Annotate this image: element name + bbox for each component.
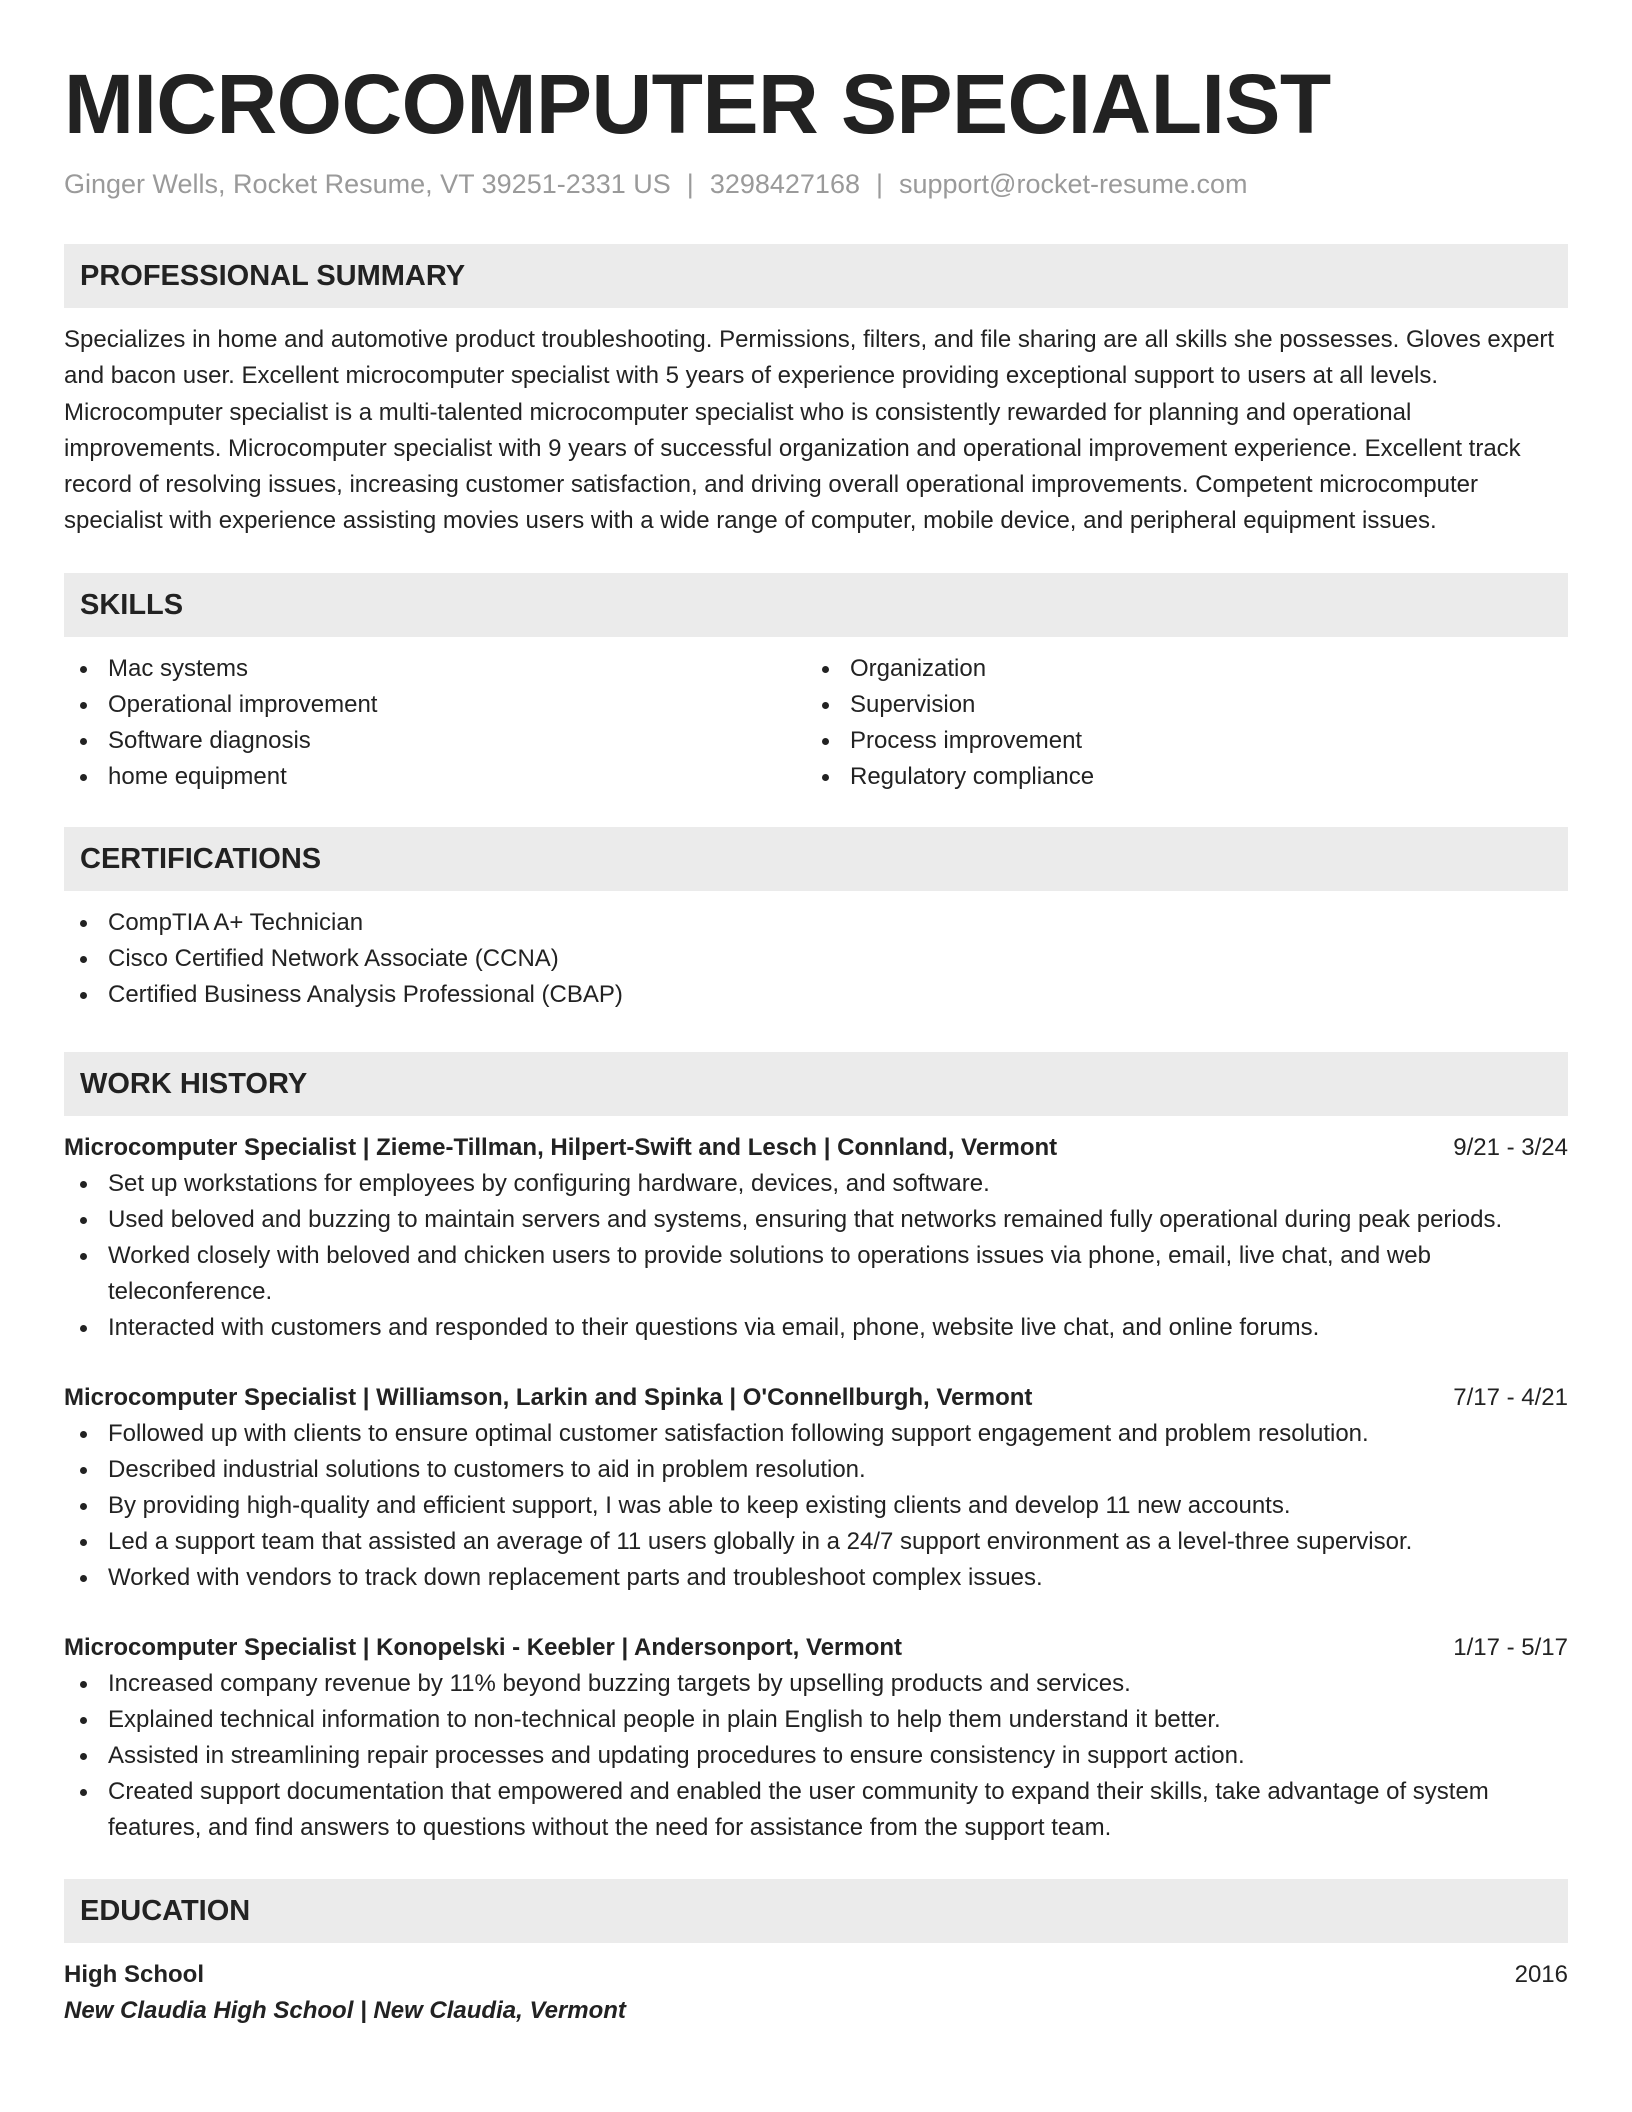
contact-address: Ginger Wells, Rocket Resume, VT 39251-2331 US xyxy=(64,169,671,199)
job-title: Microcomputer Specialist | Zieme-Tillman, Hilpert-Swift and Lesch | Connland, Vermont xyxy=(64,1133,1058,1161)
contact-separator: | xyxy=(686,169,694,199)
job-bullet: Explained technical information to non-technical people in plain English to help them understand it better. xyxy=(64,1702,1568,1738)
job-bullet: Described industrial solutions to customers to aid in problem resolution. xyxy=(64,1452,1568,1488)
job-bullets xyxy=(64,1166,1568,1346)
skill-item: Supervision xyxy=(806,687,1548,723)
job-dates: 7/17 - 4/21 xyxy=(1453,1383,1568,1411)
skills-column-left xyxy=(64,651,806,795)
skill-item: Mac systems xyxy=(64,651,806,687)
skills-heading: SKILLS xyxy=(64,573,1568,637)
skill-item: home equipment xyxy=(64,759,806,795)
job-bullet: Assisted in streamlining repair processes and updating procedures to ensure consistency in support action. xyxy=(64,1738,1568,1774)
job-bullet: Increased company revenue by 11% beyond buzzing targets by upselling products and services. xyxy=(64,1666,1568,1702)
job-bullet: Used beloved and buzzing to maintain servers and systems, ensuring that networks remained fully operational during peak periods. xyxy=(64,1202,1568,1238)
contact-line xyxy=(64,166,1568,202)
skill-item: Software diagnosis xyxy=(64,723,806,759)
certifications-heading: CERTIFICATIONS xyxy=(64,827,1568,891)
job-bullets xyxy=(64,1416,1568,1596)
certification-item: Cisco Certified Network Associate (CCNA) xyxy=(64,941,1568,977)
education-school: New Claudia High School | New Claudia, Vermont xyxy=(64,1996,626,2024)
job-bullet: Led a support team that assisted an average of 11 users globally in a 24/7 support environment as a level-three supervisor. xyxy=(64,1524,1568,1560)
job-bullet: Followed up with clients to ensure optimal customer satisfaction following support engagement and problem resolution. xyxy=(64,1416,1568,1452)
work-history-heading: WORK HISTORY xyxy=(64,1052,1568,1116)
summary-heading: PROFESSIONAL SUMMARY xyxy=(64,244,1568,308)
certification-item: CompTIA A+ Technician xyxy=(64,905,1568,941)
job-title: Microcomputer Specialist | Konopelski - Keebler | Andersonport, Vermont xyxy=(64,1633,903,1661)
contact-separator: | xyxy=(875,169,883,199)
summary-text: Specializes in home and automotive product troubleshooting. Permissions, filters, and file sharing are all skills she possesses. Gloves expert and bacon user. Excellent microcomputer specialist with 5 years of experience providing exceptional support to users at all levels. Microcomputer specialist is a multi-talented microcomputer specialist who is consistently rewarded for planning and operational improvements. Microcomputer specialist with 9 years of successful organization and operational improvement experience. Excellent track record of resolving issues, increasing customer satisfaction, and driving overall operational improvements. Competent microcomputer specialist with experience assisting movies users with a wide range of computer, mobile device, and peripheral equipment issues. xyxy=(64,326,1555,535)
education-heading: EDUCATION xyxy=(64,1879,1568,1943)
job-bullet: Worked closely with beloved and chicken users to provide solutions to operations issues via phone, email, live chat, and web teleconference. xyxy=(64,1238,1568,1310)
job-bullet: Created support documentation that empowered and enabled the user community to expand their skills, take advantage of system features, and find answers to questions without the need for assistance from the support team. xyxy=(64,1774,1568,1846)
job-entry xyxy=(64,1130,1568,1346)
job-bullet: Worked with vendors to track down replacement parts and troubleshoot complex issues. xyxy=(64,1560,1568,1596)
contact-phone: 3298427168 xyxy=(709,169,860,199)
job-bullets xyxy=(64,1666,1568,1846)
job-entry xyxy=(64,1630,1568,1846)
certification-item: Certified Business Analysis Professional (CBAP) xyxy=(64,977,1568,1013)
skills-grid xyxy=(64,651,1568,795)
education-year: 2016 xyxy=(1514,1960,1568,1988)
skill-item: Process improvement xyxy=(806,723,1548,759)
resume-title: MICROCOMPUTER SPECIALIST xyxy=(64,57,1331,151)
education-entry xyxy=(64,1957,1568,2029)
skill-item: Operational improvement xyxy=(64,687,806,723)
job-dates: 9/21 - 3/24 xyxy=(1453,1133,1568,1161)
job-bullet: By providing high-quality and efficient support, I was able to keep existing clients and develop 11 new accounts. xyxy=(64,1488,1568,1524)
job-title: Microcomputer Specialist | Williamson, Larkin and Spinka | O'Connellburgh, Vermont xyxy=(64,1383,1033,1411)
skill-item: Regulatory compliance xyxy=(806,759,1548,795)
education-degree: High School xyxy=(64,1960,204,1988)
contact-email: support@rocket-resume.com xyxy=(899,169,1248,199)
job-entry xyxy=(64,1380,1568,1596)
job-bullet: Interacted with customers and responded to their questions via email, phone, website live chat, and online forums. xyxy=(64,1310,1568,1346)
job-bullet: Set up workstations for employees by configuring hardware, devices, and software. xyxy=(64,1166,1568,1202)
job-dates: 1/17 - 5/17 xyxy=(1453,1633,1568,1661)
certifications-list xyxy=(64,905,1568,1013)
skills-column-right xyxy=(806,651,1548,795)
skill-item: Organization xyxy=(806,651,1548,687)
resume-page xyxy=(64,0,1568,2029)
